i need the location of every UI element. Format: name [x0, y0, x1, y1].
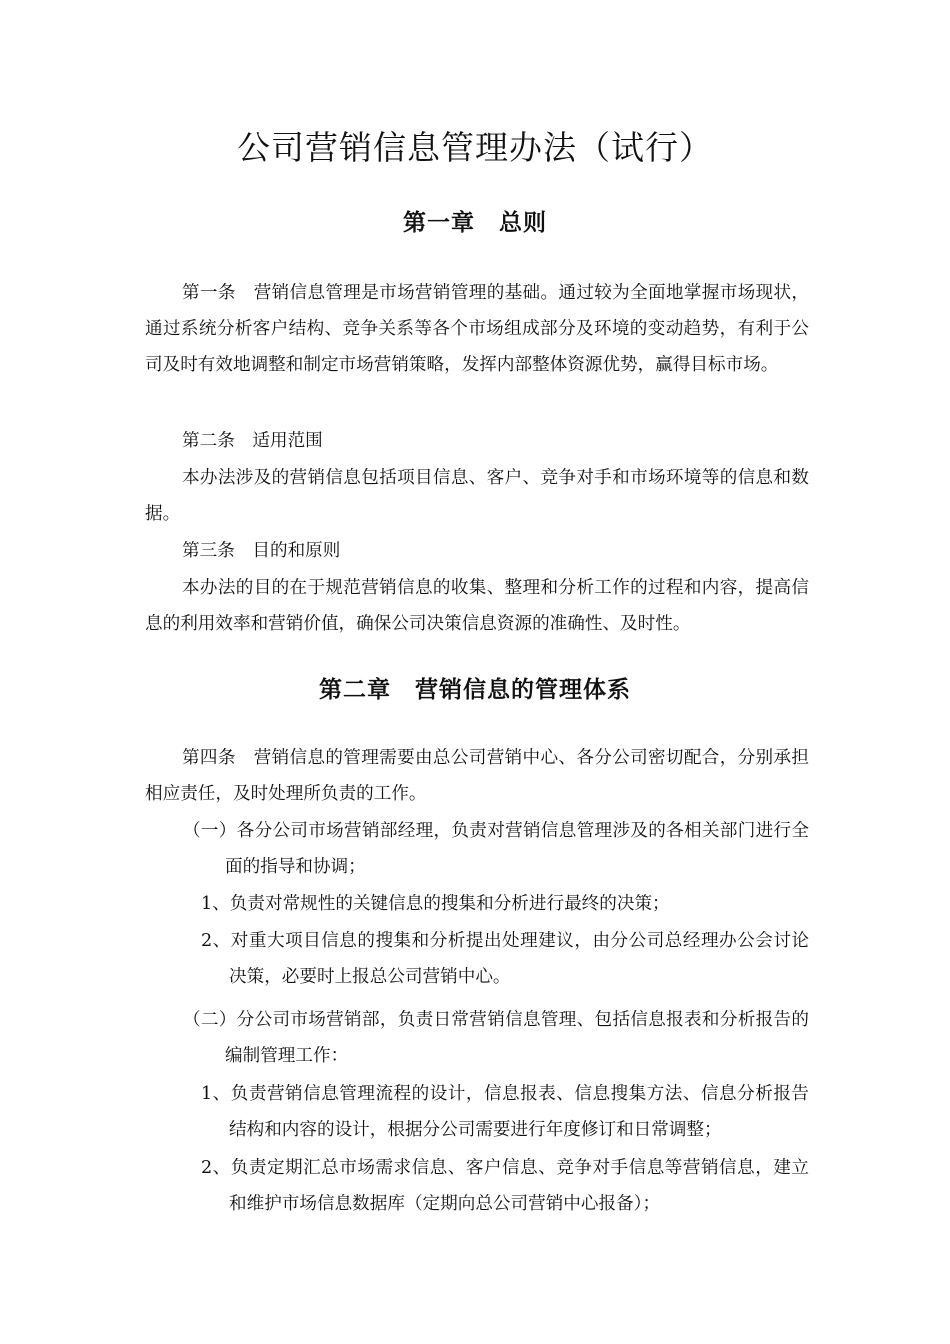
chapter-2-heading: 第二章 营销信息的管理体系	[319, 677, 631, 703]
list-subitem-2-1: 1、负责营销信息管理流程的设计，信息报表、信息搜集方法、信息分析报告结构和内容的设计，根据分公司需要进行年度修订和日常调整；	[201, 1084, 809, 1141]
document-title: 公司营销信息管理办法（试行）	[237, 128, 713, 167]
list-item-2: （二）分公司市场营销部，负责日常营销信息管理、包括信息报表和分析报告的编制管理工作：	[183, 1010, 809, 1067]
list-item-1: （一）各分公司市场营销部经理，负责对营销信息管理涉及的各相关部门进行全面的指导和协调；	[183, 821, 809, 878]
article-3-title: 第三条 目的和原则	[182, 541, 341, 561]
article-3-body: 本办法的目的在于规范营销信息的收集、整理和分析工作的过程和内容，提高信息的利用效率和营销价值，确保公司决策信息资源的准确性、及时性。	[145, 578, 809, 635]
article-2-body: 本办法涉及的营销信息包括项目信息、客户、竞争对手和市场环境等的信息和数据。	[145, 468, 809, 525]
list-subitem-1-2: 2、对重大项目信息的搜集和分析提出处理建议，由分公司总经理办公会讨论决策，必要时上报总公司营销中心。	[201, 931, 809, 988]
article-4: 第四条 营销信息的管理需要由总公司营销中心、各分公司密切配合，分别承担相应责任，及时处理所负责的工作。	[145, 748, 809, 805]
chapter-1-heading: 第一章 总则	[403, 210, 547, 236]
list-subitem-2-2: 2、负责定期汇总市场需求信息、客户信息、竞争对手信息等营销信息，建立和维护市场信息数据库（定期向总公司营销中心报备）；	[201, 1158, 809, 1215]
list-subitem-1-1: 1、负责对常规性的关键信息的搜集和分析进行最终的决策；	[201, 894, 670, 914]
article-1: 第一条 营销信息管理是市场营销管理的基础。通过较为全面地掌握市场现状，通过系统分析客户结构、竞争关系等各个市场组成部分及环境的变动趋势，有利于公司及时有效地调整和制定市场营销策略，发挥内部整体资源优势，赢得目标市场。	[145, 283, 809, 376]
article-2-title: 第二条 适用范围	[182, 431, 323, 451]
